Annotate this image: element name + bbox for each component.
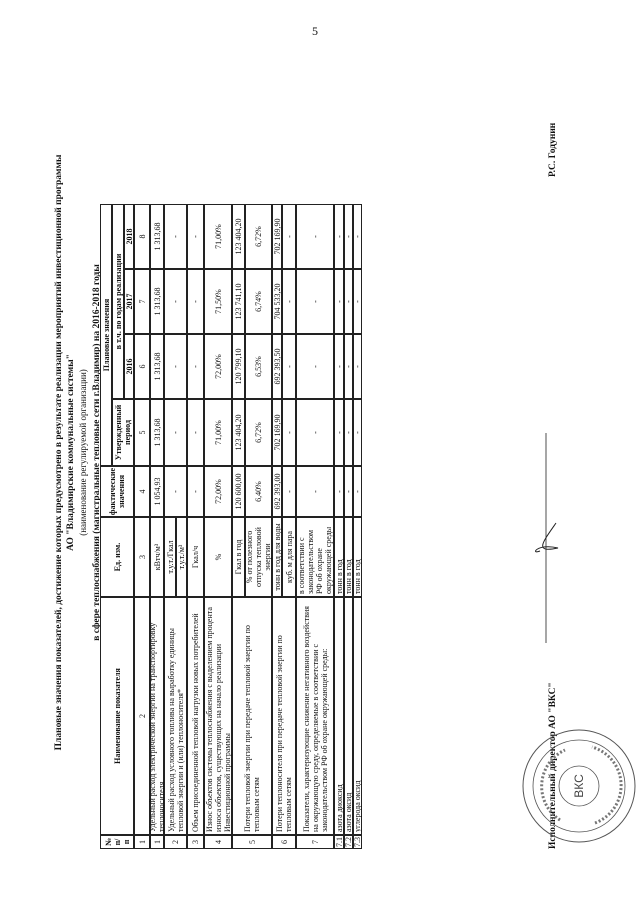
row-number: 7.3 [353, 837, 362, 847]
row-value: 1 313,68 [150, 269, 164, 334]
row-unit: кВтч/м³ [150, 517, 164, 597]
row-value: 1 313,68 [150, 204, 164, 269]
row-name: азота диоксид [334, 597, 344, 835]
row-value: 120 600,00 [232, 466, 245, 517]
row-unit: тонн в год для воды [272, 517, 282, 597]
row-unit: в соответствии с законодательством РФ об охране окружающей среды [296, 517, 334, 597]
row-value: 6,72% [245, 399, 272, 466]
row-value: - [344, 204, 353, 269]
signatory-title: Исполнительный директор АО "ВКС" [548, 682, 558, 849]
indicators-table [100, 7, 530, 849]
row-value: - [344, 269, 353, 334]
row-name: Износ объектов системы теплоснабжения с выделением процента износа объектов, существующих на начало реализации Инвестиционной программы [204, 597, 232, 835]
title-line-2: АО "Владимирские коммунальные системы" [66, 354, 76, 551]
row-value: - [187, 399, 204, 466]
column-number: 3 [134, 517, 150, 597]
row-unit: Гкал в год [232, 517, 245, 597]
row-value: - [344, 399, 353, 466]
row-number: 7 [296, 835, 334, 849]
row-value: - [296, 334, 334, 399]
row-value: 71,00% [204, 204, 232, 269]
row-value: - [353, 269, 362, 334]
row-value: 71,50% [204, 269, 232, 334]
header-fact: фактические значения [100, 466, 134, 517]
row-value: 6,53% [245, 334, 272, 399]
row-value: 1 313,68 [150, 334, 164, 399]
row-value: - [164, 466, 187, 517]
column-number: 2 [134, 597, 150, 835]
row-value: - [164, 334, 187, 399]
row-value: - [353, 204, 362, 269]
row-name: Удельный расход электрической энергии на транспортировку теплоносителя [150, 597, 164, 835]
row-value: 692 393,00 [272, 466, 282, 517]
row-unit: куб. м для пара [282, 517, 296, 597]
page-number: 5 [312, 24, 318, 38]
row-value: 71,00% [204, 399, 232, 466]
row-unit: Гкал/ч [187, 517, 204, 597]
row-value: 120 799,10 [232, 334, 245, 399]
row-value: 6,74% [245, 269, 272, 334]
row-name: Объем присоединенной тепловой нагрузки новых потребителей [187, 597, 204, 835]
row-value: 72,00% [204, 466, 232, 517]
signatory-name: Р.С. Годунин [548, 122, 558, 177]
row-value: - [334, 399, 344, 466]
row-value: - [334, 269, 344, 334]
header-year-2016: 2016 [124, 334, 134, 399]
header-name: Наименование показателя [100, 597, 134, 835]
column-number: 6 [134, 334, 150, 399]
company-seal [520, 727, 638, 845]
row-value: - [282, 334, 296, 399]
row-value: - [353, 466, 362, 517]
row-number: 7.2 [344, 837, 353, 847]
row-unit: % [204, 517, 232, 597]
row-number: 6 [272, 835, 296, 849]
header-by-years: в т.ч. по годам реализации [112, 204, 124, 399]
header-unit: Ед. изм. [100, 517, 134, 597]
row-value: 1 313,68 [150, 399, 164, 466]
row-value: - [187, 204, 204, 269]
column-number: 5 [134, 399, 150, 466]
row-value: 702 169,90 [272, 204, 282, 269]
row-value: 72,00% [204, 334, 232, 399]
row-unit: % от полезного отпуска тепловой энергии [245, 517, 272, 597]
row-unit: тонн в год [334, 517, 344, 597]
row-value: - [296, 466, 334, 517]
header-year-2017: 2017 [124, 269, 134, 334]
row-value: - [187, 334, 204, 399]
row-value: - [296, 204, 334, 269]
row-number: 3 [187, 835, 204, 849]
row-value: - [296, 399, 334, 466]
row-name: азота оксид [344, 597, 353, 835]
column-number: 4 [134, 466, 150, 517]
row-name: Потери тепловой энергии при передаче тепловой энергии по тепловым сетям [232, 597, 272, 835]
row-value: 1 054,93 [150, 466, 164, 517]
header-year-2018: 2018 [124, 204, 134, 269]
row-value: - [353, 399, 362, 466]
row-number: 4 [204, 835, 232, 849]
row-number: 1 [150, 835, 164, 849]
column-number: 1 [134, 835, 150, 849]
row-value: - [282, 466, 296, 517]
header-planned: Плановые значения [100, 204, 112, 466]
row-value: - [344, 334, 353, 399]
row-value: - [296, 269, 334, 334]
row-name: Потери теплоносителя при передаче тепловой энергии по тепловым сетям [272, 597, 296, 835]
row-value: - [164, 399, 187, 466]
row-name: углерода оксид [353, 597, 362, 835]
column-number: 8 [134, 204, 150, 269]
row-value: - [344, 466, 353, 517]
signature [532, 433, 562, 643]
row-value: - [282, 269, 296, 334]
row-value: - [164, 269, 187, 334]
row-value: 123 404,20 [232, 399, 245, 466]
row-value: - [282, 204, 296, 269]
row-value: - [334, 334, 344, 399]
row-number: 2 [164, 835, 187, 849]
title-line-3: (наименование регулируемой организации) [78, 369, 88, 536]
row-value: - [334, 466, 344, 517]
header-num: № п/п [100, 835, 134, 849]
row-value: 6,72% [245, 204, 272, 269]
row-value: - [187, 269, 204, 334]
row-value: 123 741,10 [232, 269, 245, 334]
row-number: 7.1 [334, 837, 344, 847]
header-approved: Утвержденный период [112, 399, 134, 466]
row-unit: тонн в год [353, 517, 362, 597]
row-value: 704 533,20 [272, 269, 282, 334]
row-unit: т.у.т./Гкал [164, 517, 176, 597]
row-value: 692 393,50 [272, 334, 282, 399]
row-value: - [353, 334, 362, 399]
row-value: - [164, 204, 187, 269]
title-line-1: Плановые значения показателей, достижение которых предусмотрено в результате реализации мероприятий инвестиционной программы [54, 154, 64, 751]
row-value: - [187, 466, 204, 517]
column-number: 7 [134, 269, 150, 334]
row-unit: т.у.т./м³ [176, 517, 187, 597]
row-number: 5 [232, 835, 272, 849]
row-name: Показатели, характеризующие снижение негативного воздействия на окружающую среду, определяемые в соответствии с законодательством РФ об охране окружающей среды: [296, 597, 334, 835]
title-line-4: в сфере теплоснабжения (магистральные тепловые сети г.Владимир) на 2016-2018 годы [92, 264, 102, 641]
row-value: - [334, 204, 344, 269]
row-value: - [282, 399, 296, 466]
row-unit: тонн в год [344, 517, 353, 597]
row-value: 702 169,90 [272, 399, 282, 466]
seal-text: ВКС [572, 774, 586, 798]
row-name: Удельный расход условного топлива на выработку единицы тепловой энергии и (или) теплоносителя* [164, 597, 187, 835]
row-value: 123 404,20 [232, 204, 245, 269]
row-value: 6,40% [245, 466, 272, 517]
